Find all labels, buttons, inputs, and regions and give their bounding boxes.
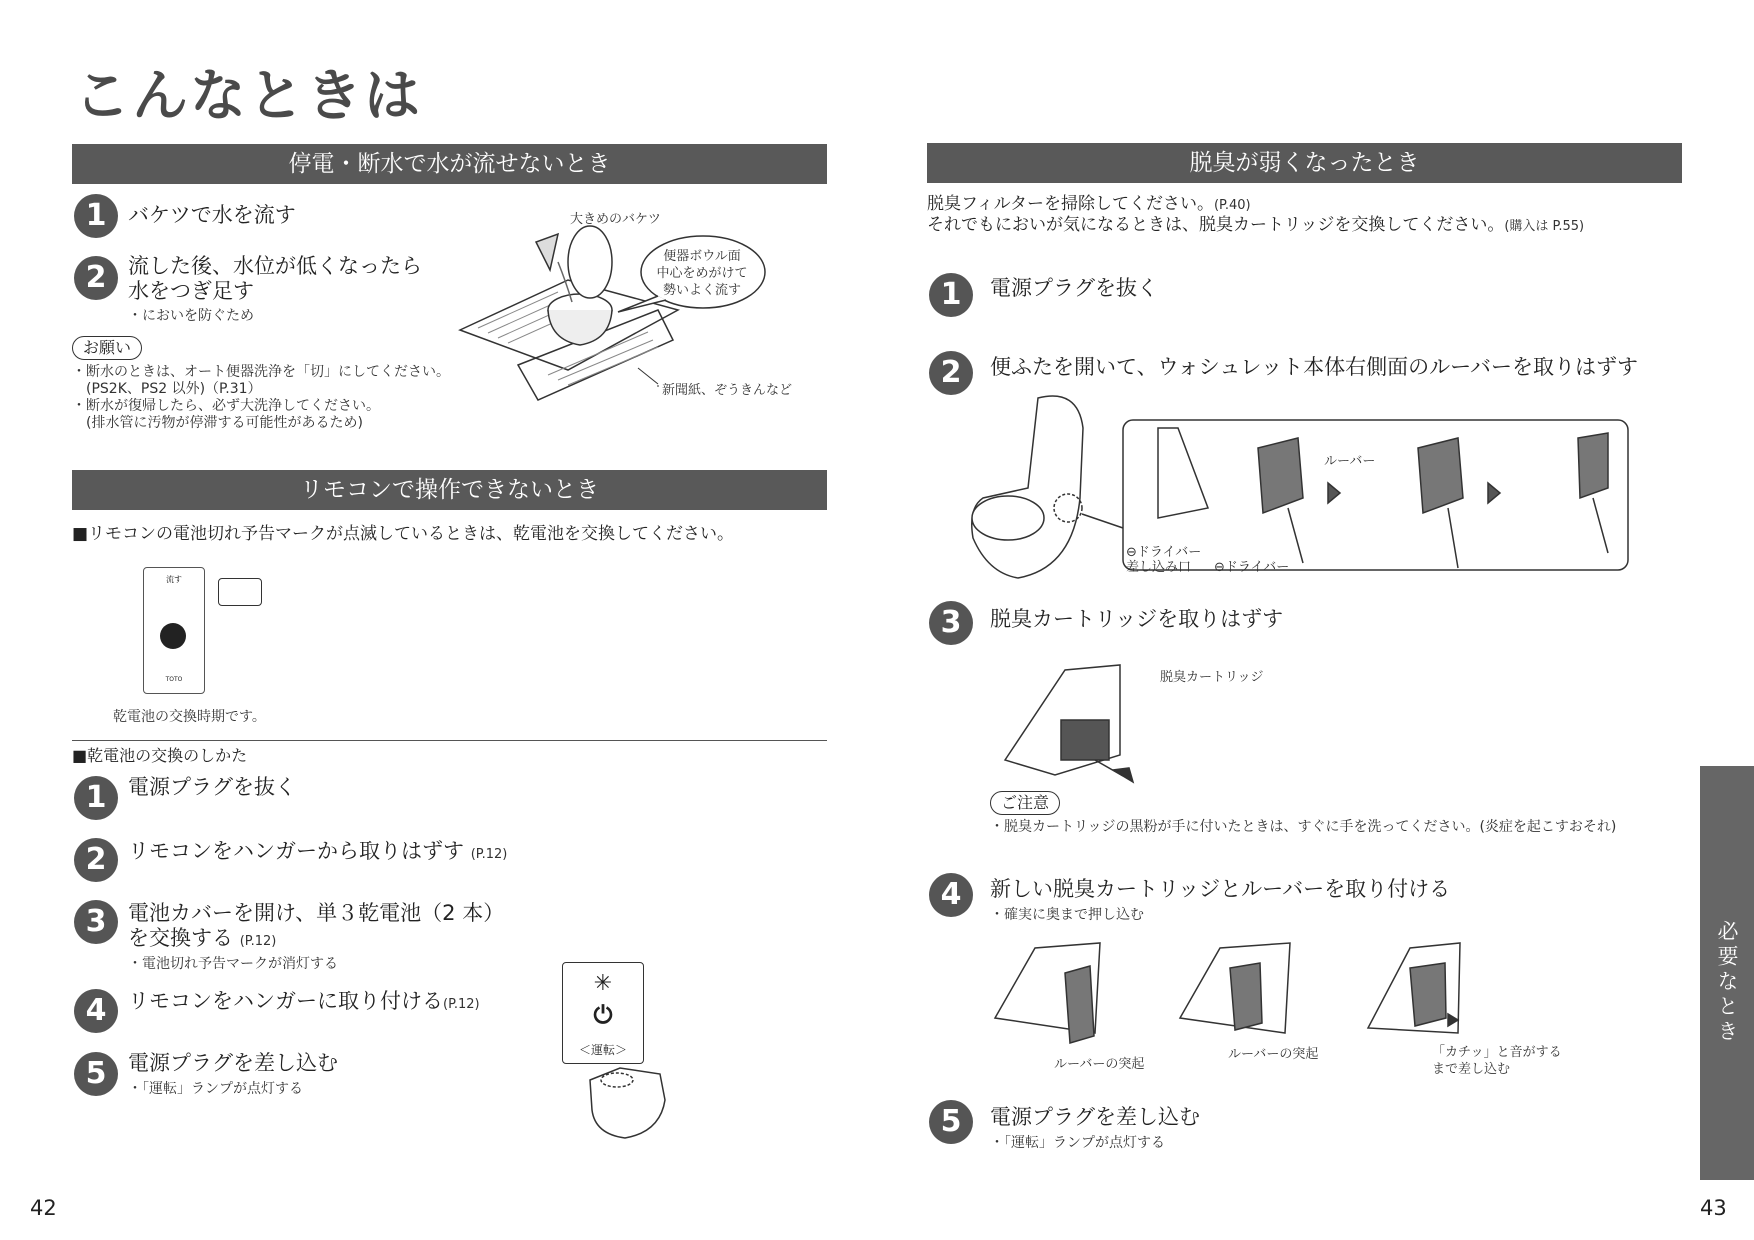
step-number: 4 xyxy=(74,989,118,1033)
remote-brand: TOTO xyxy=(165,676,183,683)
step-text: バケツで水を流す xyxy=(128,203,296,227)
step-text: 流した後、水位が低くなったら xyxy=(128,254,422,278)
click-label: 「カチッ」と音がする xyxy=(1432,1045,1562,1060)
step-number: 5 xyxy=(74,1052,118,1096)
step-text: 脱臭カートリッジを取りはずす xyxy=(990,607,1284,631)
louver-tab-label: ルーバーの突起 xyxy=(1228,1047,1319,1062)
caution-label: ご注意 xyxy=(990,791,1060,815)
page-number-right: 43 xyxy=(1700,1196,1727,1220)
step-subnote: ・においを防ぐため xyxy=(128,308,254,324)
note-line: (PS2K、PS2 以外)（P.31） xyxy=(72,381,262,397)
driver-slot-label: 差し込み口 xyxy=(1126,560,1192,575)
step-number: 3 xyxy=(929,601,973,645)
bubble-line: 便器ボウル面 xyxy=(663,249,741,264)
divider xyxy=(72,740,827,741)
remote-label: 流す xyxy=(166,575,182,584)
side-tab-label: 必要なとき xyxy=(1715,920,1739,1045)
step-text: 電池カバーを開け、単３乾電池（2 本） xyxy=(128,901,505,925)
louver-label: ルーバー xyxy=(1324,454,1376,469)
step-text: を交換する (P.12) xyxy=(128,926,277,950)
note-line: (排水管に汚物が停滞する可能性があるため) xyxy=(72,415,363,431)
section-header-remote: リモコンで操作できないとき xyxy=(72,470,827,510)
step-text: 水をつぎ足す xyxy=(128,279,254,303)
page-title: こんなときは xyxy=(74,64,422,129)
step-number: 4 xyxy=(929,873,973,917)
battery-method-title: ■乾電池の交換のしかた xyxy=(72,746,248,765)
step-number: 3 xyxy=(74,900,118,944)
deodorize-intro: それでもにおいが気になるときは、脱臭カートリッジを交換してください。(購入は P.55) xyxy=(927,215,1585,235)
note-line: ・断水が復帰したら、必ず大洗浄してください。 xyxy=(72,398,380,414)
section-header-deodorize: 脱臭が弱くなったとき xyxy=(927,143,1682,183)
bubble-line: 中心をめがけて xyxy=(656,266,748,281)
step-text: リモコンをハンガーから取りはずす (P.12) xyxy=(128,839,508,863)
step-number: 5 xyxy=(929,1100,973,1144)
step-text: 電源プラグを差し込む xyxy=(128,1051,338,1075)
lamp-blink-icon: ✳ xyxy=(593,971,613,996)
remote-illustration xyxy=(143,567,205,694)
newspaper-label: 新聞紙、ぞうきんなど xyxy=(662,383,793,398)
cartridge-removal-illustration xyxy=(995,660,1165,785)
louver-tab-label: ルーバーの突起 xyxy=(1054,1057,1145,1072)
step-number: 2 xyxy=(74,256,118,300)
louver-removal-illustration xyxy=(968,388,1668,588)
caution-text: ・脱臭カートリッジの黒粉が手に付いたときは、すぐに手を洗ってください。(炎症を起こすおそれ) xyxy=(990,819,1617,835)
step-subnote: ・「運転」ランプが点灯する xyxy=(128,1081,303,1097)
step-subnote: ・「運転」ランプが点灯する xyxy=(990,1135,1165,1151)
step-number: 1 xyxy=(74,194,118,238)
power-icon: ⏻ xyxy=(593,1001,613,1029)
step-number: 2 xyxy=(74,838,118,882)
remote-caption: 乾電池の交換時期です。 xyxy=(113,709,266,725)
lamp-label: ＜運転＞ xyxy=(578,1043,627,1057)
step-text: 便ふたを開いて、ウォシュレット本体右側面のルーバーを取りはずす xyxy=(990,355,1639,379)
step-number: 1 xyxy=(74,776,118,820)
battery-warning-icon xyxy=(218,578,262,606)
step-number: 2 xyxy=(929,351,973,395)
step-text: 電源プラグを抜く xyxy=(128,775,296,799)
onegai-label: お願い xyxy=(72,336,142,360)
bucket-label: 大きめのバケツ xyxy=(570,212,661,227)
section-header-power-outage: 停電・断水で水が流せないとき xyxy=(72,144,827,184)
flush-button-icon xyxy=(160,623,186,649)
deodorize-intro: 脱臭フィルターを掃除してください。(P.40) xyxy=(927,194,1251,214)
driver-label: ⊖ドライバー xyxy=(1214,560,1290,575)
bubble-line: 勢いよく流す xyxy=(662,283,741,298)
step-text: リモコンをハンガーに取り付ける(P.12) xyxy=(128,989,480,1013)
lamp-panel xyxy=(562,962,644,1064)
click-label: まで差し込む xyxy=(1432,1062,1511,1077)
cartridge-label: 脱臭カートリッジ xyxy=(1160,670,1264,685)
cartridge-install-illustration xyxy=(990,938,1590,1058)
page-number-left: 42 xyxy=(30,1196,57,1220)
remote-intro: ■リモコンの電池切れ予告マークが点滅しているときは、乾電池を交換してください。 xyxy=(72,524,735,544)
step-text: 新しい脱臭カートリッジとルーバーを取り付ける xyxy=(990,877,1451,901)
note-line: ・断水のときは、オート便器洗浄を「切」にしてください。 xyxy=(72,364,450,380)
driver-slot-label: ⊖ドライバー xyxy=(1126,545,1202,560)
step-subnote: ・確実に奥まで押し込む xyxy=(990,907,1144,923)
step-text: 電源プラグを抜く xyxy=(990,276,1158,300)
step-text: 電源プラグを差し込む xyxy=(990,1105,1200,1129)
step-number: 1 xyxy=(929,273,973,317)
step-subnote: ・電池切れ予告マークが消灯する xyxy=(128,956,338,972)
toilet-small-illustration xyxy=(580,1060,670,1150)
